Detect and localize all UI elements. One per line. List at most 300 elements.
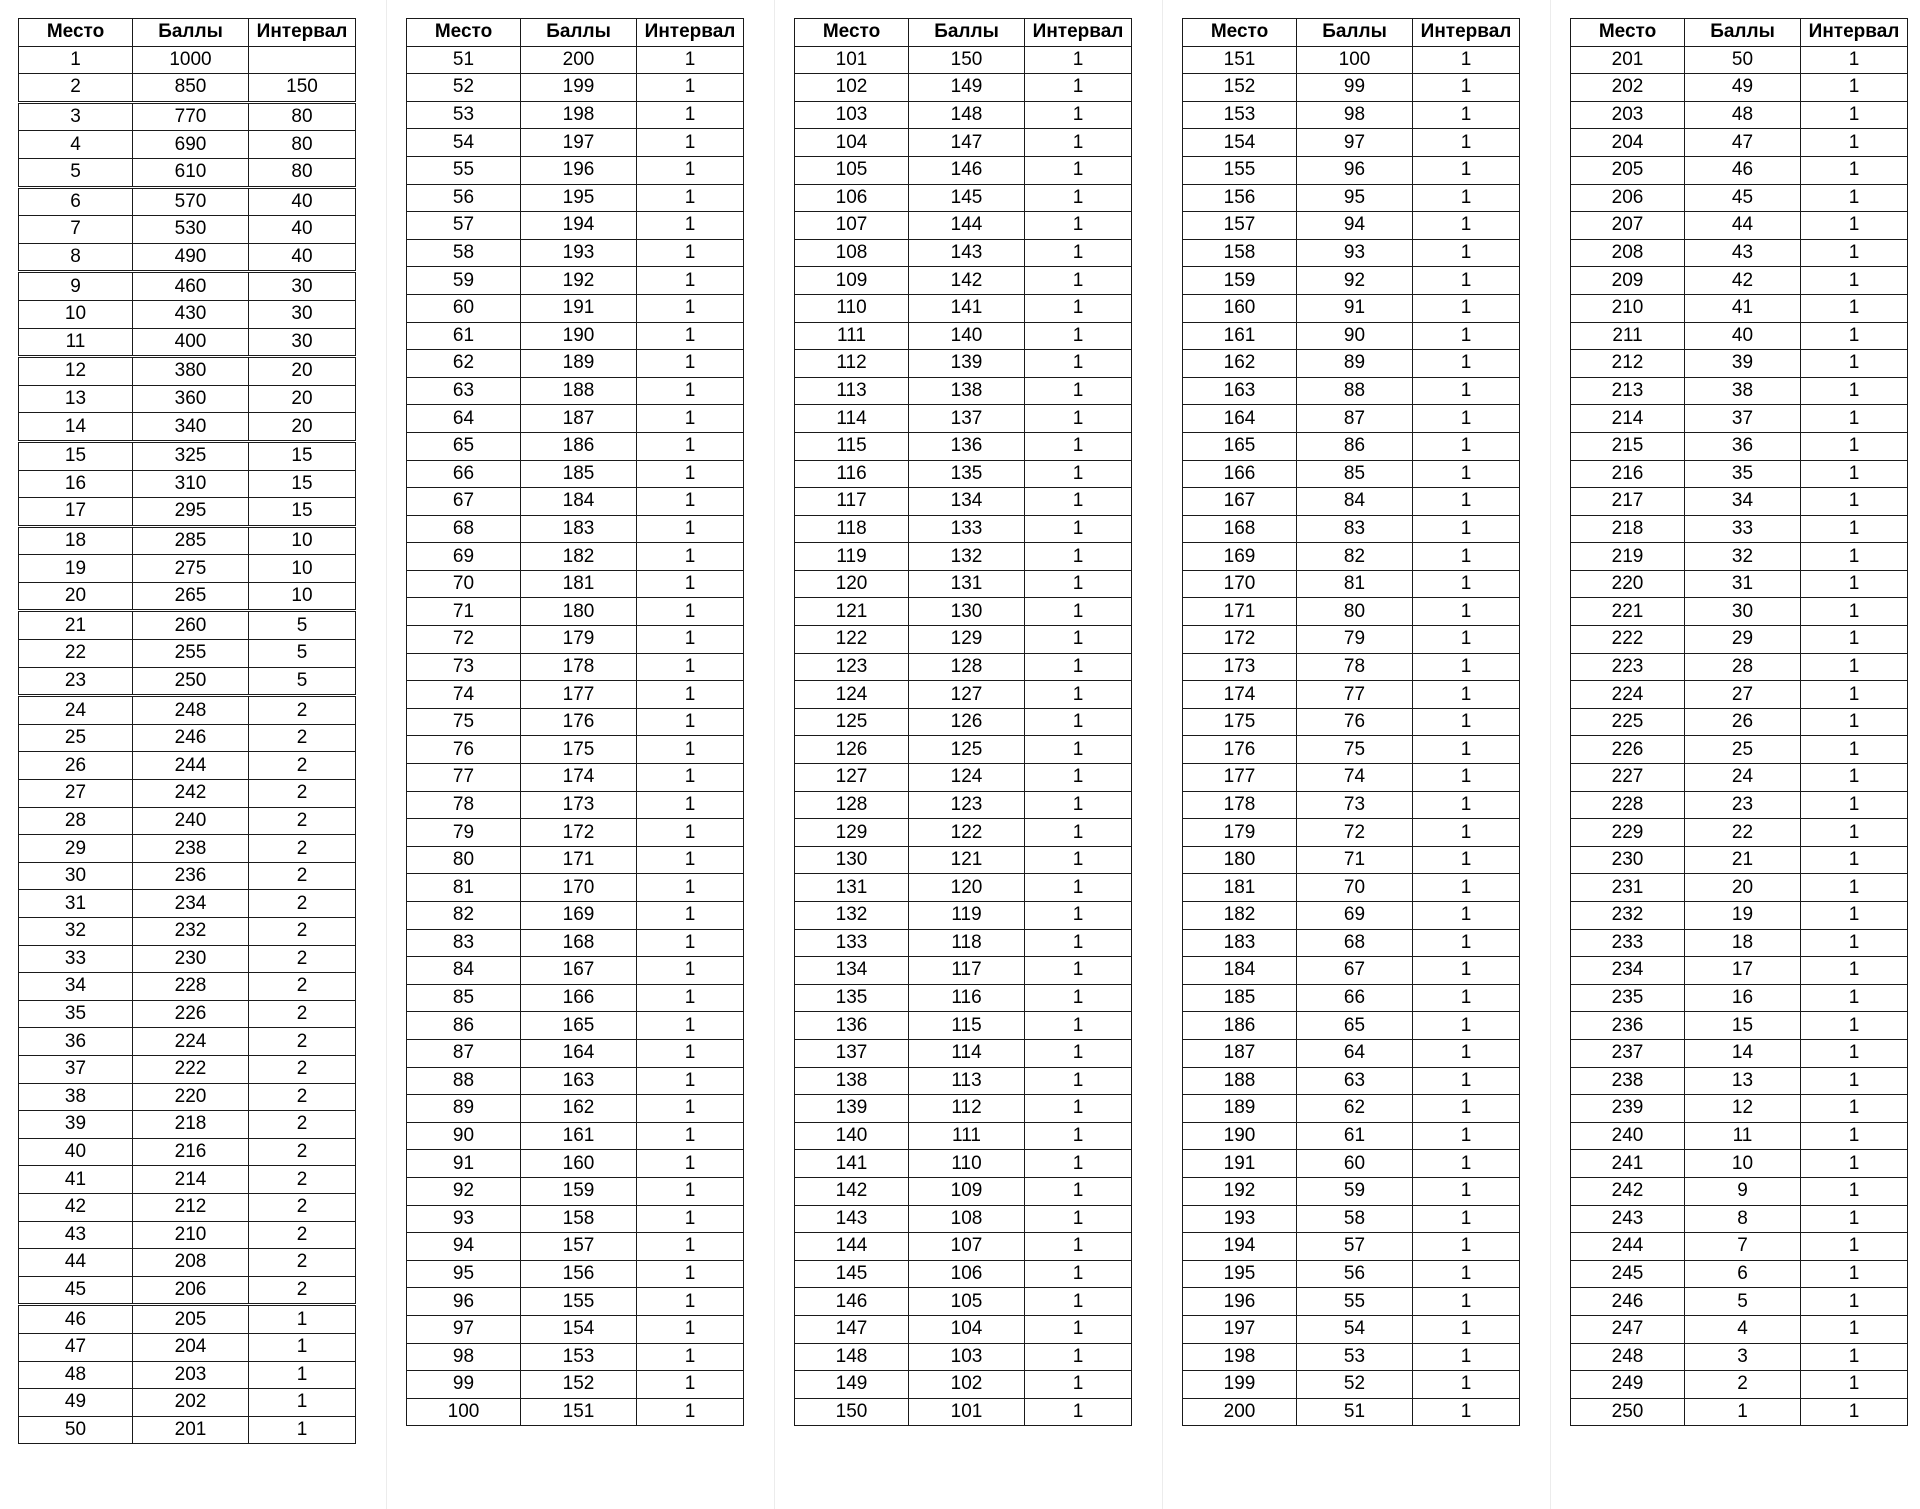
interval-cell: 2 bbox=[249, 945, 356, 973]
interval-cell: 1 bbox=[1413, 598, 1520, 626]
table-row bbox=[795, 929, 1132, 957]
interval-cell: 2 bbox=[249, 1276, 356, 1305]
place-cell: 127 bbox=[795, 764, 909, 792]
interval-cell: 1 bbox=[1025, 377, 1132, 405]
points-cell: 238 bbox=[133, 835, 249, 863]
interval-cell: 1 bbox=[1413, 681, 1520, 709]
interval-cell: 2 bbox=[249, 1000, 356, 1028]
interval-cell: 15 bbox=[249, 441, 356, 470]
table-row bbox=[1571, 267, 1908, 295]
place-cell: 141 bbox=[795, 1150, 909, 1178]
place-cell: 15 bbox=[19, 441, 133, 470]
interval-cell: 1 bbox=[1801, 736, 1908, 764]
interval-cell: 1 bbox=[637, 1288, 744, 1316]
place-cell: 120 bbox=[795, 570, 909, 598]
place-cell: 65 bbox=[407, 432, 521, 460]
place-cell: 133 bbox=[795, 929, 909, 957]
points-cell: 71 bbox=[1297, 846, 1413, 874]
place-cell: 213 bbox=[1571, 377, 1685, 405]
points-cell: 52 bbox=[1297, 1371, 1413, 1399]
table-row bbox=[407, 902, 744, 930]
interval-cell: 2 bbox=[249, 1083, 356, 1111]
place-cell: 79 bbox=[407, 819, 521, 847]
score-panel-4 bbox=[1164, 0, 1549, 1509]
points-cell: 170 bbox=[521, 874, 637, 902]
place-cell: 189 bbox=[1183, 1095, 1297, 1123]
table-row bbox=[795, 791, 1132, 819]
table-row bbox=[407, 74, 744, 102]
table-row bbox=[19, 555, 356, 583]
interval-cell: 20 bbox=[249, 357, 356, 386]
interval-cell: 2 bbox=[249, 862, 356, 890]
points-cell: 148 bbox=[909, 101, 1025, 129]
place-cell: 107 bbox=[795, 212, 909, 240]
table-row bbox=[795, 1233, 1132, 1261]
table-row bbox=[19, 1389, 356, 1417]
table-row bbox=[1183, 681, 1520, 709]
place-cell: 98 bbox=[407, 1343, 521, 1371]
place-cell: 178 bbox=[1183, 791, 1297, 819]
points-cell: 121 bbox=[909, 846, 1025, 874]
interval-cell: 1 bbox=[1025, 984, 1132, 1012]
place-cell: 165 bbox=[1183, 432, 1297, 460]
interval-cell: 1 bbox=[637, 1039, 744, 1067]
points-cell: 18 bbox=[1685, 929, 1801, 957]
place-cell: 224 bbox=[1571, 681, 1685, 709]
place-cell: 150 bbox=[795, 1398, 909, 1426]
points-cell: 224 bbox=[133, 1028, 249, 1056]
interval-cell: 1 bbox=[1413, 1315, 1520, 1343]
table-row bbox=[1571, 46, 1908, 74]
interval-cell: 1 bbox=[1801, 791, 1908, 819]
header-row bbox=[1183, 19, 1520, 47]
points-cell: 35 bbox=[1685, 460, 1801, 488]
place-cell: 239 bbox=[1571, 1095, 1685, 1123]
points-cell: 265 bbox=[133, 582, 249, 611]
table-row bbox=[407, 1260, 744, 1288]
table-row bbox=[1571, 1122, 1908, 1150]
points-cell: 87 bbox=[1297, 405, 1413, 433]
table-row bbox=[1571, 322, 1908, 350]
points-cell: 102 bbox=[909, 1371, 1025, 1399]
place-cell: 183 bbox=[1183, 929, 1297, 957]
interval-cell: 1 bbox=[637, 1150, 744, 1178]
header-points: Баллы bbox=[133, 19, 249, 47]
points-cell: 185 bbox=[521, 460, 637, 488]
interval-cell: 1 bbox=[1025, 764, 1132, 792]
header-place: Место bbox=[1183, 19, 1297, 47]
header-row bbox=[407, 19, 744, 47]
points-cell: 191 bbox=[521, 294, 637, 322]
points-cell: 49 bbox=[1685, 74, 1801, 102]
interval-cell: 1 bbox=[1413, 322, 1520, 350]
place-cell: 55 bbox=[407, 156, 521, 184]
table-row bbox=[795, 1398, 1132, 1426]
place-cell: 122 bbox=[795, 626, 909, 654]
header-points: Баллы bbox=[909, 19, 1025, 47]
table-row bbox=[19, 158, 356, 187]
table-row bbox=[795, 460, 1132, 488]
table-row bbox=[19, 187, 356, 216]
table-row bbox=[795, 708, 1132, 736]
table-row bbox=[407, 212, 744, 240]
interval-cell: 1 bbox=[1801, 74, 1908, 102]
table-row bbox=[795, 1371, 1132, 1399]
points-cell: 178 bbox=[521, 653, 637, 681]
table-row bbox=[795, 570, 1132, 598]
place-cell: 142 bbox=[795, 1177, 909, 1205]
table-row bbox=[1571, 212, 1908, 240]
place-cell: 134 bbox=[795, 957, 909, 985]
place-cell: 76 bbox=[407, 736, 521, 764]
place-cell: 197 bbox=[1183, 1315, 1297, 1343]
place-cell: 30 bbox=[19, 862, 133, 890]
place-cell: 144 bbox=[795, 1233, 909, 1261]
place-cell: 194 bbox=[1183, 1233, 1297, 1261]
place-cell: 128 bbox=[795, 791, 909, 819]
score-panel-1 bbox=[0, 0, 385, 1509]
place-cell: 163 bbox=[1183, 377, 1297, 405]
place-cell: 241 bbox=[1571, 1150, 1685, 1178]
place-cell: 48 bbox=[19, 1361, 133, 1389]
interval-cell: 1 bbox=[1025, 350, 1132, 378]
header-place: Место bbox=[19, 19, 133, 47]
table-row bbox=[1571, 294, 1908, 322]
points-cell: 64 bbox=[1297, 1039, 1413, 1067]
interval-cell: 2 bbox=[249, 807, 356, 835]
interval-cell: 1 bbox=[1801, 902, 1908, 930]
interval-cell: 2 bbox=[249, 1249, 356, 1277]
points-cell: 80 bbox=[1297, 598, 1413, 626]
place-cell: 203 bbox=[1571, 101, 1685, 129]
place-cell: 97 bbox=[407, 1315, 521, 1343]
table-row bbox=[1183, 1343, 1520, 1371]
place-cell: 57 bbox=[407, 212, 521, 240]
interval-cell: 1 bbox=[1413, 1398, 1520, 1426]
points-cell: 83 bbox=[1297, 515, 1413, 543]
place-cell: 214 bbox=[1571, 405, 1685, 433]
table-row bbox=[795, 1012, 1132, 1040]
score-panel-2 bbox=[388, 0, 773, 1509]
points-cell: 17 bbox=[1685, 957, 1801, 985]
table-row bbox=[407, 1233, 744, 1261]
points-cell: 129 bbox=[909, 626, 1025, 654]
place-cell: 229 bbox=[1571, 819, 1685, 847]
interval-cell: 1 bbox=[1025, 819, 1132, 847]
points-cell: 234 bbox=[133, 890, 249, 918]
place-cell: 56 bbox=[407, 184, 521, 212]
points-cell: 46 bbox=[1685, 156, 1801, 184]
place-cell: 131 bbox=[795, 874, 909, 902]
table-row bbox=[19, 526, 356, 555]
header-place: Место bbox=[407, 19, 521, 47]
points-cell: 255 bbox=[133, 640, 249, 668]
place-cell: 109 bbox=[795, 267, 909, 295]
points-cell: 530 bbox=[133, 216, 249, 244]
table-row bbox=[795, 267, 1132, 295]
points-cell: 88 bbox=[1297, 377, 1413, 405]
interval-cell: 1 bbox=[1025, 957, 1132, 985]
table-row bbox=[795, 294, 1132, 322]
place-cell: 83 bbox=[407, 929, 521, 957]
table-row bbox=[1571, 764, 1908, 792]
points-cell: 47 bbox=[1685, 129, 1801, 157]
interval-cell: 1 bbox=[1025, 846, 1132, 874]
table-row bbox=[19, 385, 356, 413]
points-cell: 164 bbox=[521, 1039, 637, 1067]
points-cell: 230 bbox=[133, 945, 249, 973]
interval-cell: 30 bbox=[249, 328, 356, 357]
interval-cell: 1 bbox=[1025, 1315, 1132, 1343]
interval-cell: 1 bbox=[1025, 1233, 1132, 1261]
interval-cell: 1 bbox=[637, 1205, 744, 1233]
table-row bbox=[1571, 708, 1908, 736]
interval-cell: 1 bbox=[1025, 570, 1132, 598]
table-row bbox=[1183, 294, 1520, 322]
points-cell: 63 bbox=[1297, 1067, 1413, 1095]
table-row bbox=[1571, 1067, 1908, 1095]
points-cell: 57 bbox=[1297, 1233, 1413, 1261]
points-cell: 195 bbox=[521, 184, 637, 212]
points-cell: 126 bbox=[909, 708, 1025, 736]
panel-divider bbox=[1550, 0, 1551, 1509]
points-cell: 220 bbox=[133, 1083, 249, 1111]
points-cell: 165 bbox=[521, 1012, 637, 1040]
interval-cell: 1 bbox=[1801, 1315, 1908, 1343]
interval-cell: 1 bbox=[637, 350, 744, 378]
table-row bbox=[407, 1315, 744, 1343]
place-cell: 100 bbox=[407, 1398, 521, 1426]
interval-cell: 1 bbox=[1801, 1233, 1908, 1261]
interval-cell: 1 bbox=[1801, 1122, 1908, 1150]
place-cell: 106 bbox=[795, 184, 909, 212]
table-row bbox=[1571, 156, 1908, 184]
interval-cell: 1 bbox=[637, 1095, 744, 1123]
interval-cell: 1 bbox=[1801, 46, 1908, 74]
interval-cell: 1 bbox=[637, 1343, 744, 1371]
place-cell: 145 bbox=[795, 1260, 909, 1288]
table-row bbox=[19, 1138, 356, 1166]
interval-cell: 1 bbox=[637, 902, 744, 930]
interval-cell: 1 bbox=[1413, 129, 1520, 157]
place-cell: 161 bbox=[1183, 322, 1297, 350]
place-cell: 7 bbox=[19, 216, 133, 244]
points-cell: 79 bbox=[1297, 626, 1413, 654]
place-cell: 20 bbox=[19, 582, 133, 611]
points-cell: 103 bbox=[909, 1343, 1025, 1371]
interval-cell: 1 bbox=[1025, 1012, 1132, 1040]
interval-cell: 1 bbox=[1413, 1177, 1520, 1205]
table-row bbox=[407, 1122, 744, 1150]
interval-cell: 1 bbox=[1801, 1039, 1908, 1067]
place-cell: 247 bbox=[1571, 1315, 1685, 1343]
points-cell: 97 bbox=[1297, 129, 1413, 157]
place-cell: 143 bbox=[795, 1205, 909, 1233]
points-cell: 151 bbox=[521, 1398, 637, 1426]
interval-cell: 40 bbox=[249, 216, 356, 244]
table-row bbox=[795, 984, 1132, 1012]
header-place: Место bbox=[795, 19, 909, 47]
points-cell: 32 bbox=[1685, 543, 1801, 571]
table-row bbox=[407, 791, 744, 819]
points-cell: 180 bbox=[521, 598, 637, 626]
interval-cell: 5 bbox=[249, 667, 356, 696]
place-cell: 63 bbox=[407, 377, 521, 405]
interval-cell: 1 bbox=[637, 156, 744, 184]
interval-cell: 1 bbox=[1413, 1371, 1520, 1399]
interval-cell: 1 bbox=[637, 488, 744, 516]
table-row bbox=[1571, 377, 1908, 405]
points-cell: 85 bbox=[1297, 460, 1413, 488]
points-cell: 115 bbox=[909, 1012, 1025, 1040]
place-cell: 80 bbox=[407, 846, 521, 874]
interval-cell: 1 bbox=[1801, 129, 1908, 157]
place-cell: 41 bbox=[19, 1166, 133, 1194]
interval-cell: 1 bbox=[637, 708, 744, 736]
table-row bbox=[407, 984, 744, 1012]
interval-cell: 1 bbox=[1413, 984, 1520, 1012]
table-row bbox=[1183, 736, 1520, 764]
table-row bbox=[1183, 819, 1520, 847]
points-cell: 142 bbox=[909, 267, 1025, 295]
place-cell: 137 bbox=[795, 1039, 909, 1067]
interval-cell: 1 bbox=[1413, 432, 1520, 460]
points-cell: 130 bbox=[909, 598, 1025, 626]
place-cell: 61 bbox=[407, 322, 521, 350]
place-cell: 90 bbox=[407, 1122, 521, 1150]
interval-cell: 1 bbox=[1413, 570, 1520, 598]
place-cell: 250 bbox=[1571, 1398, 1685, 1426]
score-panel-3 bbox=[776, 0, 1161, 1509]
interval-cell: 1 bbox=[1413, 267, 1520, 295]
interval-cell: 1 bbox=[637, 626, 744, 654]
table-row bbox=[19, 1083, 356, 1111]
interval-cell: 1 bbox=[637, 764, 744, 792]
interval-cell: 1 bbox=[1025, 294, 1132, 322]
interval-cell: 1 bbox=[1025, 902, 1132, 930]
points-cell: 146 bbox=[909, 156, 1025, 184]
points-cell: 81 bbox=[1297, 570, 1413, 598]
table-row bbox=[795, 819, 1132, 847]
points-cell: 9 bbox=[1685, 1177, 1801, 1205]
place-cell: 53 bbox=[407, 101, 521, 129]
place-cell: 160 bbox=[1183, 294, 1297, 322]
place-cell: 94 bbox=[407, 1233, 521, 1261]
place-cell: 3 bbox=[19, 102, 133, 131]
interval-cell: 2 bbox=[249, 1138, 356, 1166]
interval-cell: 1 bbox=[1801, 156, 1908, 184]
interval-cell: 1 bbox=[1801, 764, 1908, 792]
interval-cell: 1 bbox=[1801, 543, 1908, 571]
interval-cell: 1 bbox=[1413, 846, 1520, 874]
points-cell: 108 bbox=[909, 1205, 1025, 1233]
place-cell: 204 bbox=[1571, 129, 1685, 157]
points-cell: 109 bbox=[909, 1177, 1025, 1205]
table-row bbox=[1183, 1039, 1520, 1067]
points-cell: 236 bbox=[133, 862, 249, 890]
table-row bbox=[795, 1260, 1132, 1288]
points-cell: 28 bbox=[1685, 653, 1801, 681]
table-row bbox=[1183, 1012, 1520, 1040]
table-row bbox=[1571, 1343, 1908, 1371]
place-cell: 188 bbox=[1183, 1067, 1297, 1095]
table-row bbox=[795, 543, 1132, 571]
points-cell: 84 bbox=[1297, 488, 1413, 516]
place-cell: 235 bbox=[1571, 984, 1685, 1012]
place-cell: 175 bbox=[1183, 708, 1297, 736]
table-row bbox=[795, 46, 1132, 74]
points-cell: 113 bbox=[909, 1067, 1025, 1095]
interval-cell: 1 bbox=[637, 322, 744, 350]
place-cell: 176 bbox=[1183, 736, 1297, 764]
points-cell: 167 bbox=[521, 957, 637, 985]
place-cell: 220 bbox=[1571, 570, 1685, 598]
table-row bbox=[1183, 1398, 1520, 1426]
interval-cell: 1 bbox=[637, 1371, 744, 1399]
place-cell: 74 bbox=[407, 681, 521, 709]
points-cell: 118 bbox=[909, 929, 1025, 957]
table-row bbox=[795, 129, 1132, 157]
points-cell: 99 bbox=[1297, 74, 1413, 102]
points-cell: 114 bbox=[909, 1039, 1025, 1067]
table-row bbox=[407, 957, 744, 985]
points-cell: 119 bbox=[909, 902, 1025, 930]
place-cell: 245 bbox=[1571, 1260, 1685, 1288]
points-cell: 112 bbox=[909, 1095, 1025, 1123]
place-cell: 31 bbox=[19, 890, 133, 918]
points-cell: 123 bbox=[909, 791, 1025, 819]
points-cell: 37 bbox=[1685, 405, 1801, 433]
interval-cell: 1 bbox=[1801, 460, 1908, 488]
points-cell: 43 bbox=[1685, 239, 1801, 267]
points-cell: 131 bbox=[909, 570, 1025, 598]
place-cell: 185 bbox=[1183, 984, 1297, 1012]
table-row bbox=[19, 1166, 356, 1194]
points-cell: 65 bbox=[1297, 1012, 1413, 1040]
table-row bbox=[19, 667, 356, 696]
header-interval: Интервал bbox=[637, 19, 744, 47]
interval-cell: 1 bbox=[1025, 543, 1132, 571]
place-cell: 193 bbox=[1183, 1205, 1297, 1233]
points-cell: 184 bbox=[521, 488, 637, 516]
points-cell: 196 bbox=[521, 156, 637, 184]
table-row bbox=[407, 653, 744, 681]
table-row bbox=[19, 696, 356, 725]
points-cell: 240 bbox=[133, 807, 249, 835]
place-cell: 236 bbox=[1571, 1012, 1685, 1040]
interval-cell: 1 bbox=[1025, 74, 1132, 102]
interval-cell: 1 bbox=[1413, 239, 1520, 267]
place-cell: 223 bbox=[1571, 653, 1685, 681]
table-row bbox=[19, 216, 356, 244]
place-cell: 206 bbox=[1571, 184, 1685, 212]
table-row bbox=[407, 1067, 744, 1095]
place-cell: 217 bbox=[1571, 488, 1685, 516]
place-cell: 29 bbox=[19, 835, 133, 863]
table-row bbox=[19, 74, 356, 103]
place-cell: 4 bbox=[19, 131, 133, 159]
place-cell: 105 bbox=[795, 156, 909, 184]
table-row bbox=[19, 582, 356, 611]
points-cell: 380 bbox=[133, 357, 249, 386]
interval-cell: 1 bbox=[637, 653, 744, 681]
table-row bbox=[1183, 626, 1520, 654]
place-cell: 51 bbox=[407, 46, 521, 74]
place-cell: 182 bbox=[1183, 902, 1297, 930]
place-cell: 67 bbox=[407, 488, 521, 516]
interval-cell: 1 bbox=[1025, 405, 1132, 433]
table-row bbox=[407, 46, 744, 74]
